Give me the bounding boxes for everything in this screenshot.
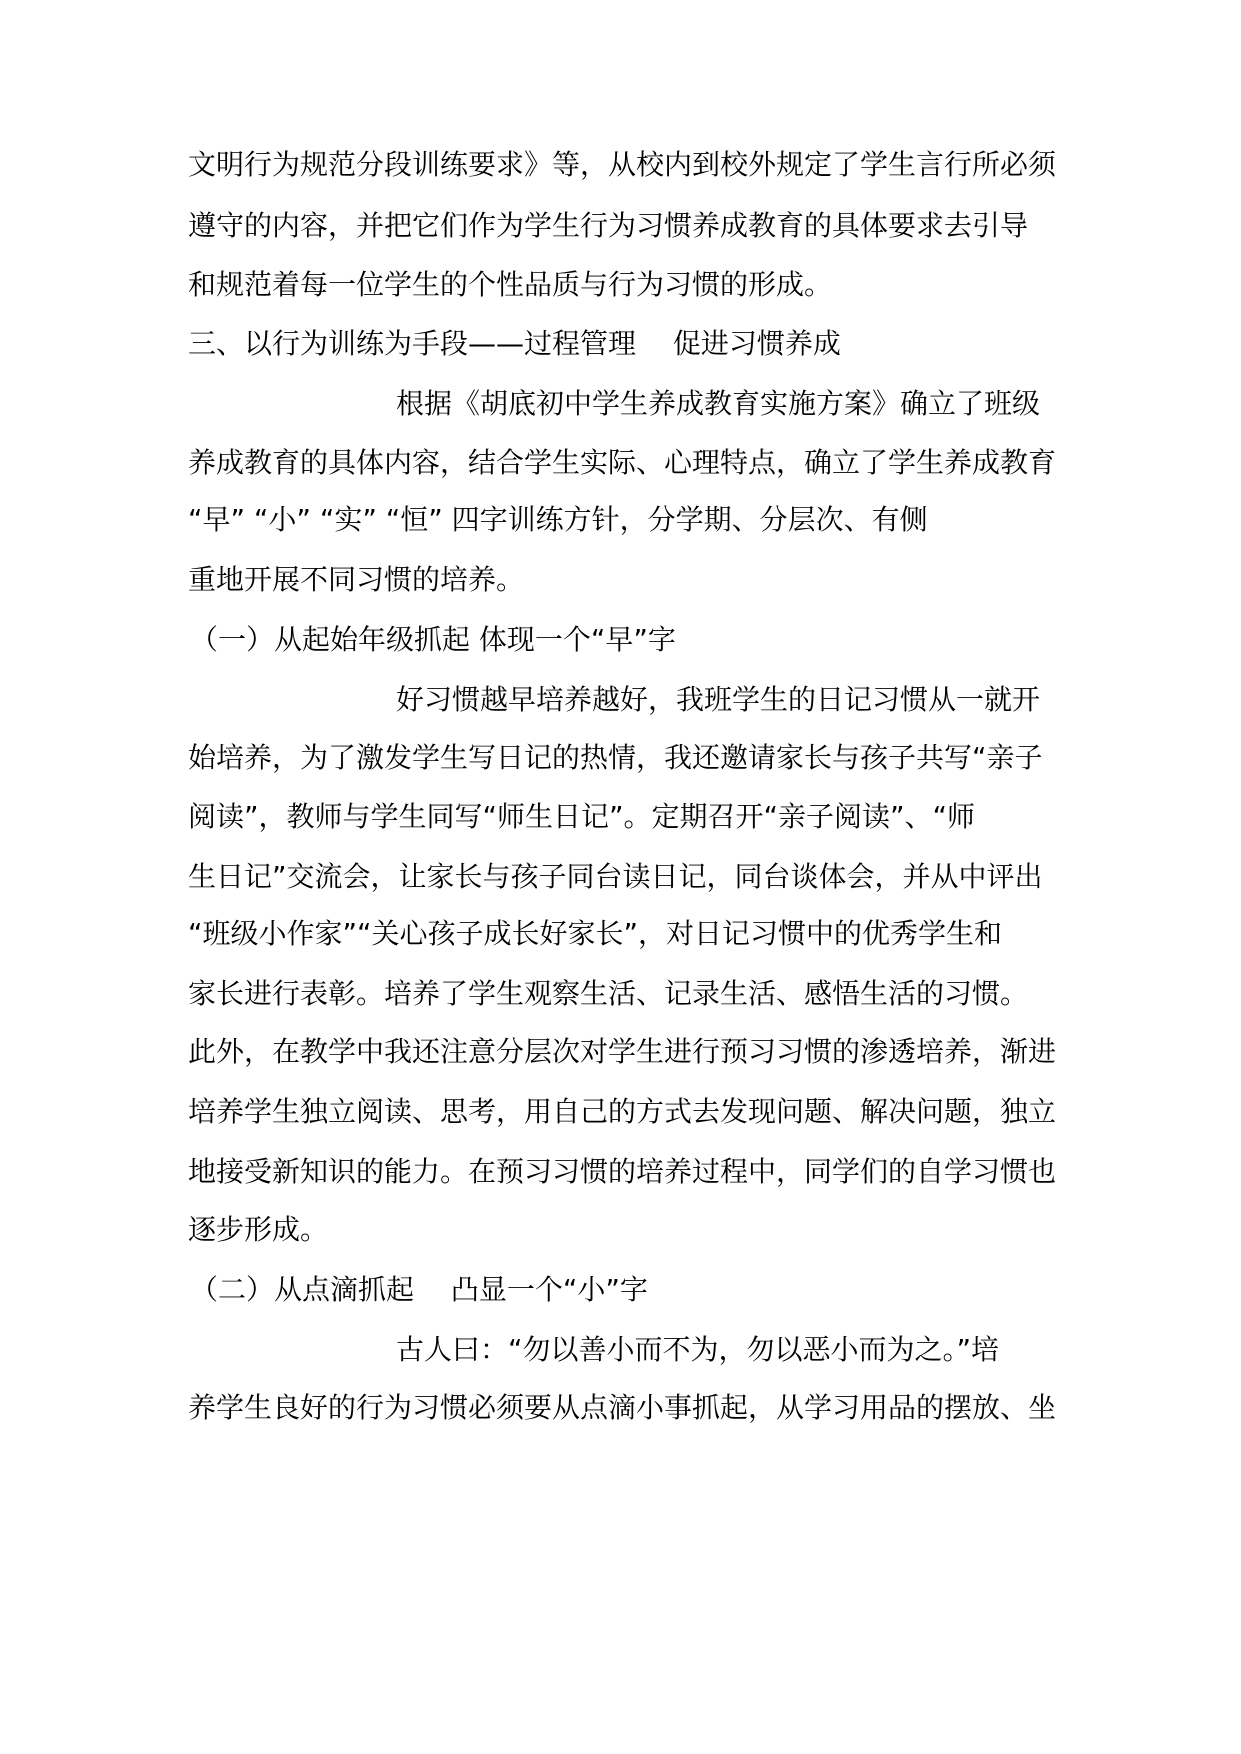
- text-line-14: “班级小作家”“关心孩子成长好家长”，对日记习惯中的优秀学生和: [188, 917, 1003, 950]
- text-line-2: 遵守的内容，并把它们作为学生行为习惯养成教育的具体要求去引导: [188, 209, 1029, 242]
- section-heading-3: 三、以行为训练为手段——过程管理 促进习惯养成: [188, 327, 841, 360]
- text-line-11: 始培养，为了激发学生写日记的热情，我还邀请家长与孩子共写“亲子: [188, 741, 1043, 774]
- text-line-19: 逐步形成。: [188, 1213, 329, 1246]
- text-line-7: “早” “小” “实” “恒” 四字训练方针，分学期、分层次、有侧: [188, 503, 928, 536]
- text-line-21: 古人曰：“勿以善小而不为，勿以恶小而为之。”培: [396, 1333, 1000, 1366]
- text-line-18: 地接受新知识的能力。在预习习惯的培养过程中，同学们的自学习惯也: [188, 1155, 1057, 1188]
- text-line-22: 养学生良好的行为习惯必须要从点滴小事抓起，从学习用品的摆放、坐: [188, 1391, 1057, 1424]
- text-line-10: 好习惯越早培养越好，我班学生的日记习惯从一就开: [396, 683, 1041, 716]
- text-line-6: 养成教育的具体内容，结合学生实际、心理特点，确立了学生养成教育: [188, 446, 1057, 479]
- text-line-1: 文明行为规范分段训练要求》等，从校内到校外规定了学生言行所必须: [188, 148, 1057, 181]
- text-line-12: 阅读”，教师与学生同写“师生日记”。定期召开“亲子阅读”、“师: [188, 800, 976, 833]
- text-line-8: 重地开展不同习惯的培养。: [188, 563, 525, 596]
- subheading-1: （一）从起始年级抓起 体现一个“早”字: [190, 623, 676, 656]
- text-line-16: 此外，在教学中我还注意分层次对学生进行预习习惯的渗透培养，渐进: [188, 1035, 1057, 1068]
- text-line-17: 培养学生独立阅读、思考，用自己的方式去发现问题、解决问题，独立: [188, 1095, 1057, 1128]
- text-line-15: 家长进行表彰。培养了学生观察生活、记录生活、感悟生活的习惯。: [188, 977, 1029, 1010]
- text-line-5: 根据《胡底初中学生养成教育实施方案》确立了班级: [396, 387, 1041, 420]
- text-line-13: 生日记”交流会，让家长与孩子同台读日记，同台谈体会，并从中评出: [188, 860, 1043, 893]
- text-line-3: 和规范着每一位学生的个性品质与行为习惯的形成。: [188, 268, 833, 301]
- subheading-2: （二）从点滴抓起 凸显一个“小”字: [190, 1273, 648, 1306]
